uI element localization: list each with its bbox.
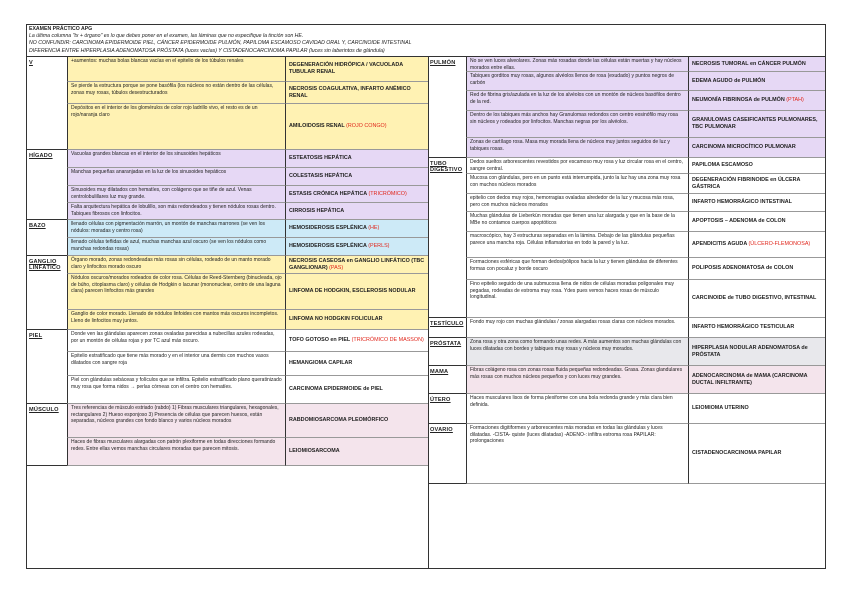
- section-left-2: [27, 220, 428, 256]
- diagnosis-text: HEMOSIDEROSIS ESPLÉNICA: [289, 243, 367, 249]
- organ-label: PRÓSTATA: [430, 341, 462, 347]
- exam-table: [26, 24, 826, 569]
- diagnosis-cell: [285, 186, 428, 203]
- stain-label: (PTAH): [786, 97, 804, 103]
- diagnosis-cell: [285, 352, 428, 376]
- description-cell: Formaciones digitiformes y arborescentes más moradas en todas las glándulas y luces dilatadas. -CISTA- quiste (luces dilatadas) -ADENO-: infiltra estroma rosa PAPILAR: prolongaciones: [466, 424, 688, 484]
- diagnosis-text: ADENOCARCINOMA de MAMA (CARCINOMA DUCTAL INFILTRANTE): [692, 372, 808, 386]
- diagnosis-cell: [285, 203, 428, 220]
- section-right-6: [428, 424, 825, 484]
- diagnosis-text: LEIOMIOMA UTERINO: [692, 405, 749, 411]
- organ-label: TUBO DIGESTIVO: [430, 161, 463, 173]
- section-right-5: [428, 394, 825, 424]
- diagnosis-text: POLIPOSIS ADENOMATOSA de COLON: [692, 265, 794, 271]
- description-cell: Dedos sueltos arborescentes revestidos por escamoso muy rosa y luz circular rosa en el centro, sangre central.: [466, 158, 688, 174]
- diagnosis-text: NEUMONÍA FIBRINOSA de PULMÓN: [692, 97, 785, 103]
- diagnosis-text: CARCINOMA MICROCÍTICO PULMONAR: [692, 144, 796, 150]
- diagnosis-cell: [285, 404, 428, 438]
- section-left-0: [27, 57, 428, 150]
- description-cell: No se ven luces alveolares. Zonas más rosadas donde las células están muertas y hay núcleos morados entre ellas.: [466, 57, 688, 72]
- description-cell: Fondo muy rojo con muchas glándulas / zonas alargadas rosas claras con núcleos morados.: [466, 318, 688, 338]
- section-right-3: [428, 338, 825, 366]
- description-cell: Tres referencias de músculo estriado (rabdo) 1) Fibras musculares triangulares, hexagonales, rectangulares 2) Hueso esponjoso 3) Presencia de células que parecen huesos, están separadas, núcleos grandes con fondo blanco y varios núcleos morados: [67, 404, 285, 438]
- description-cell: Se pierde la estructura porque se pone basófila (los núcleos no están dentro de las células, zonas muy rosas, túbulos desestructurados: [67, 82, 285, 104]
- diagnosis-cell: [285, 168, 428, 186]
- description-cell: macroscópico, hay 3 estructuras separadas en la lámina. Debajo de las glándulas pequeñas parece una mancha roja. Células inflamatorias en todo la pared y la luz.: [466, 232, 688, 258]
- diagnosis-text: LEIOMIOSARCOMA: [289, 448, 340, 454]
- section-left-4: [27, 330, 428, 404]
- header: [27, 25, 825, 57]
- diagnosis-cell: [688, 57, 825, 72]
- diagnosis-text: HEMANGIOMA CAPILAR: [289, 360, 353, 366]
- header-note-3: DIFERENCIA ENTRE HIPERPLASIA ADENOMATOSA PRÓSTATA (luces vacías) Y CISTADENOCARCINOMA PAPILAR (luces sin laberintos de glándula): [29, 47, 385, 54]
- description-cell: Tabiques gorditos muy rosas, algunos alvéolos llenos de rosa (exudado) y puntos negros de carbón: [466, 72, 688, 91]
- diagnosis-text: CARCINOIDE de TUBO DIGESTIVO, INTESTINAL: [692, 295, 817, 301]
- description-cell: Epitelio estratificado que tiene más morado y en el interior una dermis con muchos vasos dilatados con sangre roja: [67, 352, 285, 376]
- diagnosis-cell: [688, 194, 825, 212]
- description-cell: Dentro de los tabiques más anchos hay Granulomas redondos con centro eosinófilo muy rosa sin núcleos y rodeados por linfocitos. Manchas negras por los alvéolos.: [466, 111, 688, 138]
- section-right-4: [428, 366, 825, 394]
- diagnosis-cell: [285, 376, 428, 404]
- organ-label: V: [29, 60, 33, 66]
- organ-label: TESTÍCULO: [430, 321, 464, 327]
- diagnosis-text: TOFO GOTOSO en PIEL: [289, 337, 351, 343]
- description-cell: Haces musculares lisos de forma plexiforme con una bola redonda grande y más clara bien definida.: [466, 394, 688, 424]
- organ-label: OVARIO: [430, 427, 453, 433]
- organ-label: HÍGADO: [29, 153, 53, 159]
- diagnosis-cell: [688, 232, 825, 258]
- diagnosis-cell: [285, 57, 428, 82]
- diagnosis-text: EDEMA AGUDO de PULMÓN: [692, 77, 766, 84]
- description-cell: Muchas glándulas de Lieberkün moradas que tienen una luz alargada y que en la base de la MBe no contamos cuerpos apoptóticos: [466, 212, 688, 232]
- description-cell: Órgano morado, zonas redondeadas más rosas sin células, rodeado de un manto morado claro y linfocitos morado oscuro: [67, 256, 285, 274]
- organ-label: MAMA: [430, 369, 449, 375]
- diagnosis-text: LINFOMA NO HODGKIN FOLICULAR: [289, 316, 383, 322]
- diagnosis-cell: [285, 256, 428, 274]
- stain-label: (ROJO CONGO): [346, 123, 387, 129]
- section-right-2: [428, 318, 825, 338]
- diagnosis-text: GRANULOMAS CASEIFICANTES PULMONARES, TBC PULMONAR: [692, 117, 818, 130]
- diagnosis-text: APENDICITIS AGUDA: [692, 241, 748, 247]
- diagnosis-text: LINFOMA DE HODGKIN, ESCLEROSIS NODULAR: [289, 288, 416, 294]
- diagnosis-text: DEGENERACIÓN FIBRINOIDE en ÚLCERA GÁSTRICA: [692, 176, 801, 190]
- diagnosis-text: INFARTO HEMORRÁGICO INTESTINAL: [692, 199, 792, 205]
- diagnosis-cell: [688, 174, 825, 194]
- header-note-1: La última columna "tx + órgano" es lo que debes poner en el examen, las láminas que no especifique la tinción son HE.: [29, 33, 304, 40]
- diagnosis-cell: [285, 438, 428, 466]
- diagnosis-cell: [688, 318, 825, 338]
- description-cell: Nódulos oscuros/morados rodeados de color rosa. Células de Reed-Sternberg (binucleada, ojo de búho, citoplasma claro) y células de Hodgkin o lacunar (mononuclear, centro de una laguna clara) parecen linfocitos más grandes: [67, 274, 285, 310]
- stain-label: (ÚLCERO-FLEMONOSA): [748, 241, 811, 247]
- diagnosis-text: INFARTO HEMORRÁGICO TESTICULAR: [692, 324, 795, 330]
- diagnosis-text: COLESTASIS HEPÁTICA: [289, 173, 353, 179]
- description-cell: Sinusoides muy dilatados con hematíes, con colágeno que se tiñe de azul. Venas centrolobulillares luz muy grande.: [67, 186, 285, 203]
- description-cell: epitelio con dedos muy rojos, hemorragias ovaladas alrededor de la luz y mucosa más rosa, pero con muchos núcleos morados: [466, 194, 688, 212]
- diagnosis-cell: [688, 91, 825, 111]
- description-cell: Haces de fibras musculares alargadas con patrón plexiforme en todas direcciones formando redes. Entre ellas vemos manchas circulares moradas que parecen mitosis.: [67, 438, 285, 466]
- diagnosis-text: NECROSIS CASEOSA en GANGLIO LINFÁTICO (TBC GANGLIONAR): [289, 257, 425, 271]
- diagnosis-text: RABDOMIOSARCOMA PLEOMÓRFICO: [289, 417, 389, 423]
- diagnosis-cell: [285, 220, 428, 238]
- stain-label: (TRICRÓMICO DE MASSON): [351, 337, 424, 343]
- organ-label: PULMÓN: [430, 60, 456, 66]
- diagnosis-cell: [688, 111, 825, 138]
- diagnosis-text: NECROSIS TUMORAL en CÁNCER PULMÓN: [692, 60, 806, 67]
- diagnosis-cell: [688, 212, 825, 232]
- diagnosis-cell: [285, 82, 428, 104]
- section-right-0: [428, 57, 825, 158]
- diagnosis-cell: [285, 330, 428, 352]
- diagnosis-text: CIRROSIS HEPÁTICA: [289, 207, 345, 214]
- stain-label: (PERLS): [368, 243, 390, 249]
- section-left-3: [27, 256, 428, 330]
- diagnosis-cell: [688, 366, 825, 394]
- diagnosis-cell: [285, 310, 428, 330]
- organ-label: MÚSCULO: [29, 407, 59, 413]
- description-cell: Formaciones esféricas que forman dedos/pólipos hacia la luz y tienen glándulas de diferentes formas con pocaluz y borde oscuro: [466, 258, 688, 280]
- description-cell: Mucosa con glándulas, pero en un punto está interrumpida, junto la luz hay una zona muy rosa con muchos núcleos morados: [466, 174, 688, 194]
- diagnosis-cell: [285, 274, 428, 310]
- diagnosis-text: APOPTOSIS – ADENOMA de COLON: [692, 218, 786, 224]
- diagnosis-text: PAPILOMA ESCAMOSO: [692, 162, 753, 168]
- organ-label: ÚTERO: [430, 397, 451, 403]
- section-right-1: [428, 158, 825, 318]
- diagnosis-cell: [688, 280, 825, 318]
- diagnosis-cell: [688, 72, 825, 91]
- description-cell: Zonas de cartílago rosa. Masa muy morada llena de núcleos muy juntos seguidos de luz y tabiques rosas.: [466, 138, 688, 158]
- diagnosis-text: CISTADENOCARCINOMA PAPILAR: [692, 450, 782, 456]
- description-cell: llenado células con pigmentación marrón, un montón de manchas marrones (se ven los nódulos: moradas y centro rosa): [67, 220, 285, 238]
- diagnosis-cell: [688, 424, 825, 484]
- description-cell: Red de fibrina gris/azulada en la luz de los alvéolos con un montón de núcleos basófilos dentro de la red.: [466, 91, 688, 111]
- diagnosis-text: HEMOSIDEROSIS ESPLÉNICA: [289, 225, 367, 231]
- diagnosis-text: CARCINOMA EPIDERMOIDE de PIEL: [289, 386, 383, 392]
- organ-label: GANGLIO LINFÁTICO: [29, 259, 61, 271]
- description-cell: llenado células teñidas de azul, muchas manchas azul oscuro (se ven los nódulos como manchas redondas rosas): [67, 238, 285, 256]
- stain-label: (HE): [368, 225, 380, 231]
- diagnosis-text: DEGENERACIÓN HIDRÓPICA / VACUOLADA TUBULAR RENAL: [289, 62, 403, 75]
- description-cell: Falta arquitectura hepática de lobulillo, son más redondeados y tienen nódulos rosas dentro. Tabiques fibrosos con linfocitos.: [67, 203, 285, 220]
- diagnosis-text: NECROSIS COAGULATIVA, INFARTO ANÉMICO RENAL: [289, 85, 411, 99]
- diagnosis-text: ESTASIS CRÓNICA HEPÁTICA: [289, 190, 367, 197]
- description-cell: +aumentos: muchas bolas blancas vacías en el epitelio de los túbulos renales: [67, 57, 285, 82]
- diagnosis-text: ESTEATOSIS HEPÁTICA: [289, 155, 352, 161]
- section-left-1: [27, 150, 428, 220]
- stain-label: (TRICRÓMICO): [368, 190, 407, 197]
- section-left-5: [27, 404, 428, 466]
- diagnosis-text: AMILOIDOSIS RENAL: [289, 123, 345, 129]
- description-cell: Donde ven las glándulas aparecen zonas ovaladas parecidas a nubecillas azules rodeadas, por un montón de células rojas y por TC azul más oscuro.: [67, 330, 285, 352]
- header-note-2: NO CONFUNDIR: CARCINOMA EPIDERMOIDE PIEL, CÁNCER EPIDERMOIDE PULMÓN, PAPILOMA ESCAMOSO CAVIDAD ORAL Y, CARCINOIDE INTESTINAL: [29, 40, 412, 47]
- stain-label: (PAS): [329, 264, 344, 271]
- description-cell: Depósitos en el interior de los glomérulos de color rojo ladrillo vivo, el resto es de un rojo/naranja claro: [67, 104, 285, 150]
- diagnosis-cell: [688, 158, 825, 174]
- description-cell: Fino epitelio seguido de una submucosa llena de nidos de células moradas poligonales muy pegadas, rodeadas de estroma muy rosa. Ydes pues vemos haces rosas de músculo longitudinal.: [466, 280, 688, 318]
- right-column: [428, 57, 825, 568]
- description-cell: Zona rosa y otra zona como formando unas redes. A más aumentos son muchas glándulas con luces dilatadas con bordes y tabiques muy rosas y núcleos muy morados.: [466, 338, 688, 366]
- organ-label: PIEL: [29, 333, 43, 339]
- description-cell: Manchas pequeñas anaranjadas en la luz de los sinusoides hepáticos: [67, 168, 285, 186]
- diagnosis-cell: [688, 258, 825, 280]
- description-cell: Piel con glándulas sebáceas y folículos que se infiltra. Epitelio estratificado plano queratinizado muy rosa que forma nidos → perlas córneas con el centro con hematíes.: [67, 376, 285, 404]
- diagnosis-cell: [285, 104, 428, 150]
- diagnosis-cell: [285, 238, 428, 256]
- diagnosis-cell: [285, 150, 428, 168]
- page-title: EXAMEN PRÁCTICO APG: [29, 26, 93, 32]
- diagnosis-cell: [688, 338, 825, 366]
- description-cell: Vacuolas grandes blancas en el interior de los sinusoides hepáticos: [67, 150, 285, 168]
- organ-label: BAZO: [29, 223, 46, 229]
- description-cell: Fibras colágeno rosa con zonas rosas fluida pequeñas redondeadas. Grasa. Zonas glandulares más rosas con muchos núcleos pequeños y con luces muy grandes.: [466, 366, 688, 394]
- left-column: [27, 57, 429, 568]
- description-cell: Ganglio de color morado. Llenado de nódulos linfoides con mantos más oscuros incompletos. Lleno de linfocitos muy juntos.: [67, 310, 285, 330]
- diagnosis-cell: [688, 138, 825, 158]
- diagnosis-text: HIPERPLASIA NODULAR ADENOMATOSA de PRÓSTATA: [692, 344, 808, 358]
- diagnosis-cell: [688, 394, 825, 424]
